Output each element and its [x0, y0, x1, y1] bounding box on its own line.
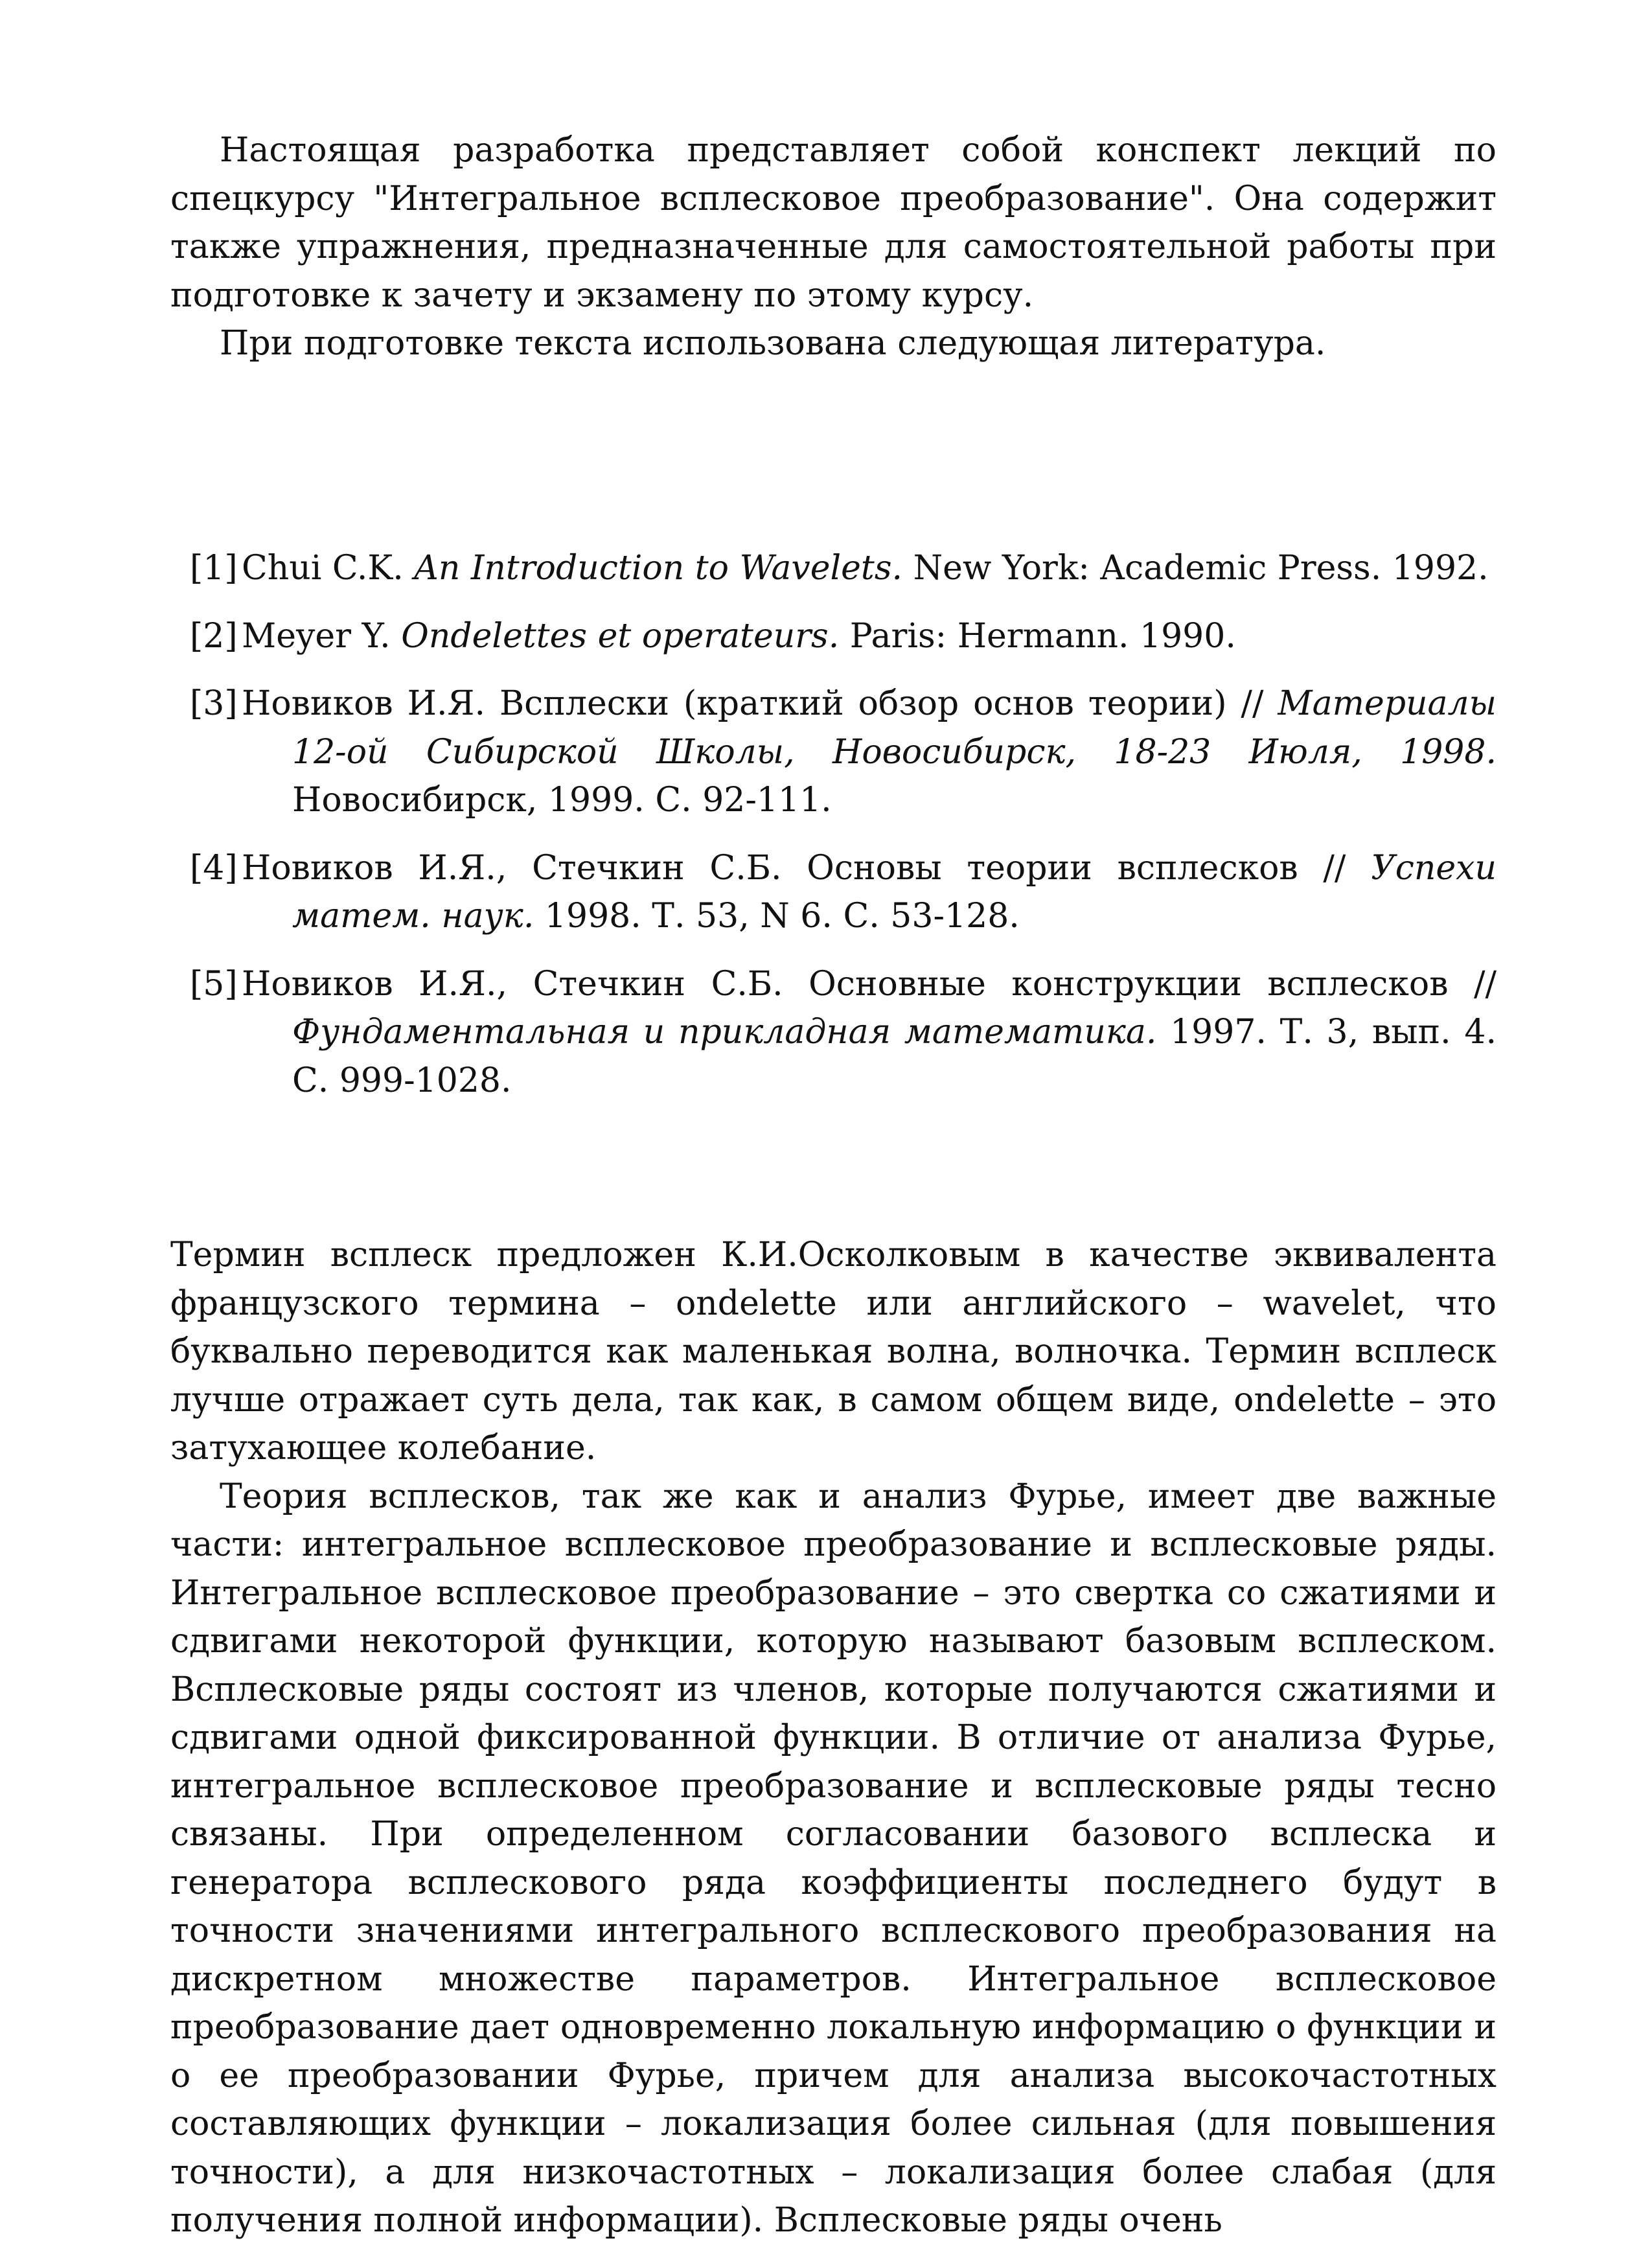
reference-authors: Новиков И.Я., Стечкин С.Б. Основы теории всплесков // — [242, 848, 1371, 888]
reference-publication: 1998. Т. 53, N 6. С. 53-128. — [534, 897, 1020, 936]
reference-authors: Chui C.K. — [242, 549, 415, 588]
reference-item — [170, 612, 1497, 661]
reference-number: [1] — [190, 549, 238, 588]
reference-authors: Новиков И.Я. Всплески (краткий обзор основ теории) // — [242, 684, 1278, 723]
intro-literature-note: При подготовке текста использована следующая литература. — [220, 324, 1326, 363]
reference-title: Успехи матем. наук. — [292, 848, 1497, 936]
reference-list — [170, 544, 1497, 1124]
wavelet-theory-paragraph: Теория всплесков, так же как и анализ Фурье, имеет две важные части: интегральное всплесковое преобразование и всплесковые ряды. Интегральное всплесковое преобразование – это свертка со сжатиями и сдвигами некоторой функции, которую называют базовым всплеском. Всплесковые ряды состоят из членов, которые получаются сжатиями и сдвигами одной фиксированной функции. В отличие от анализа Фурье, интегральное всплесковое преобразование и всплесковые ряды тесно связаны. При определенном согласовании базового всплеска и генератора всплескового ряда коэффициенты последнего будут в точности значениями интегрального всплескового преобразования на дискретном множестве параметров. Интегральное всплесковое преобразование дает одновременно локальную информацию о функции и о ее преобразовании Фурье, причем для анализа высокочастотных составляющих функции – локализация более сильная (для повышения точности), а для низкочастотных – локализация более слабая (для получения полной информации). Всплесковые ряды очень — [170, 1477, 1497, 2240]
reference-publication: Paris: Hermann. 1990. — [839, 616, 1236, 656]
reference-title: Материалы 12-ой Сибирской Школы, Новосибирск, 18-23 Июля, 1998. — [292, 684, 1497, 772]
reference-number: [5] — [190, 964, 238, 1004]
term-definition-paragraph: Термин всплеск предложен К.И.Осколковым в качестве эквивалента французского термина – ondelette или английского – wavelet, что буквально переводится как маленькая волна, волночка. Термин всплеск лучше отражает суть дела, так как, в самом общем виде, ondelette – это затухающее колебание. — [170, 1236, 1497, 1468]
main-text-section — [170, 1231, 1497, 2240]
reference-authors: Meyer Y. — [242, 616, 402, 656]
reference-item — [170, 680, 1497, 825]
intro-section — [170, 126, 1497, 368]
reference-title: Фундаментальная и прикладная математика. — [292, 1013, 1157, 1052]
reference-title: Ondelettes et operateurs. — [401, 616, 840, 656]
reference-item — [170, 960, 1497, 1105]
reference-authors: Новиков И.Я., Стечкин С.Б. Основные конструкции всплесков // — [242, 964, 1497, 1004]
intro-paragraph: Настоящая разработка представляет собой конспект лекций по спецкурсу "Интегральное всплесковое преобразование". Она содержит также упражнения, предназначенные для самостоятельной работы при подготовке к зачету и экзамену по этому курсу. — [170, 131, 1497, 315]
reference-item — [170, 544, 1497, 593]
reference-publication: New York: Academic Press. 1992. — [902, 549, 1489, 588]
reference-number: [4] — [190, 848, 238, 888]
reference-publication: Новосибирск, 1999. С. 92-111. — [292, 781, 832, 820]
reference-publication: 1997. Т. 3, вып. 4. С. 999-1028. — [292, 1013, 1497, 1100]
reference-number: [3] — [190, 684, 238, 723]
reference-item — [170, 844, 1497, 941]
reference-number: [2] — [190, 616, 238, 656]
reference-title: An Introduction to Wavelets. — [414, 549, 903, 588]
